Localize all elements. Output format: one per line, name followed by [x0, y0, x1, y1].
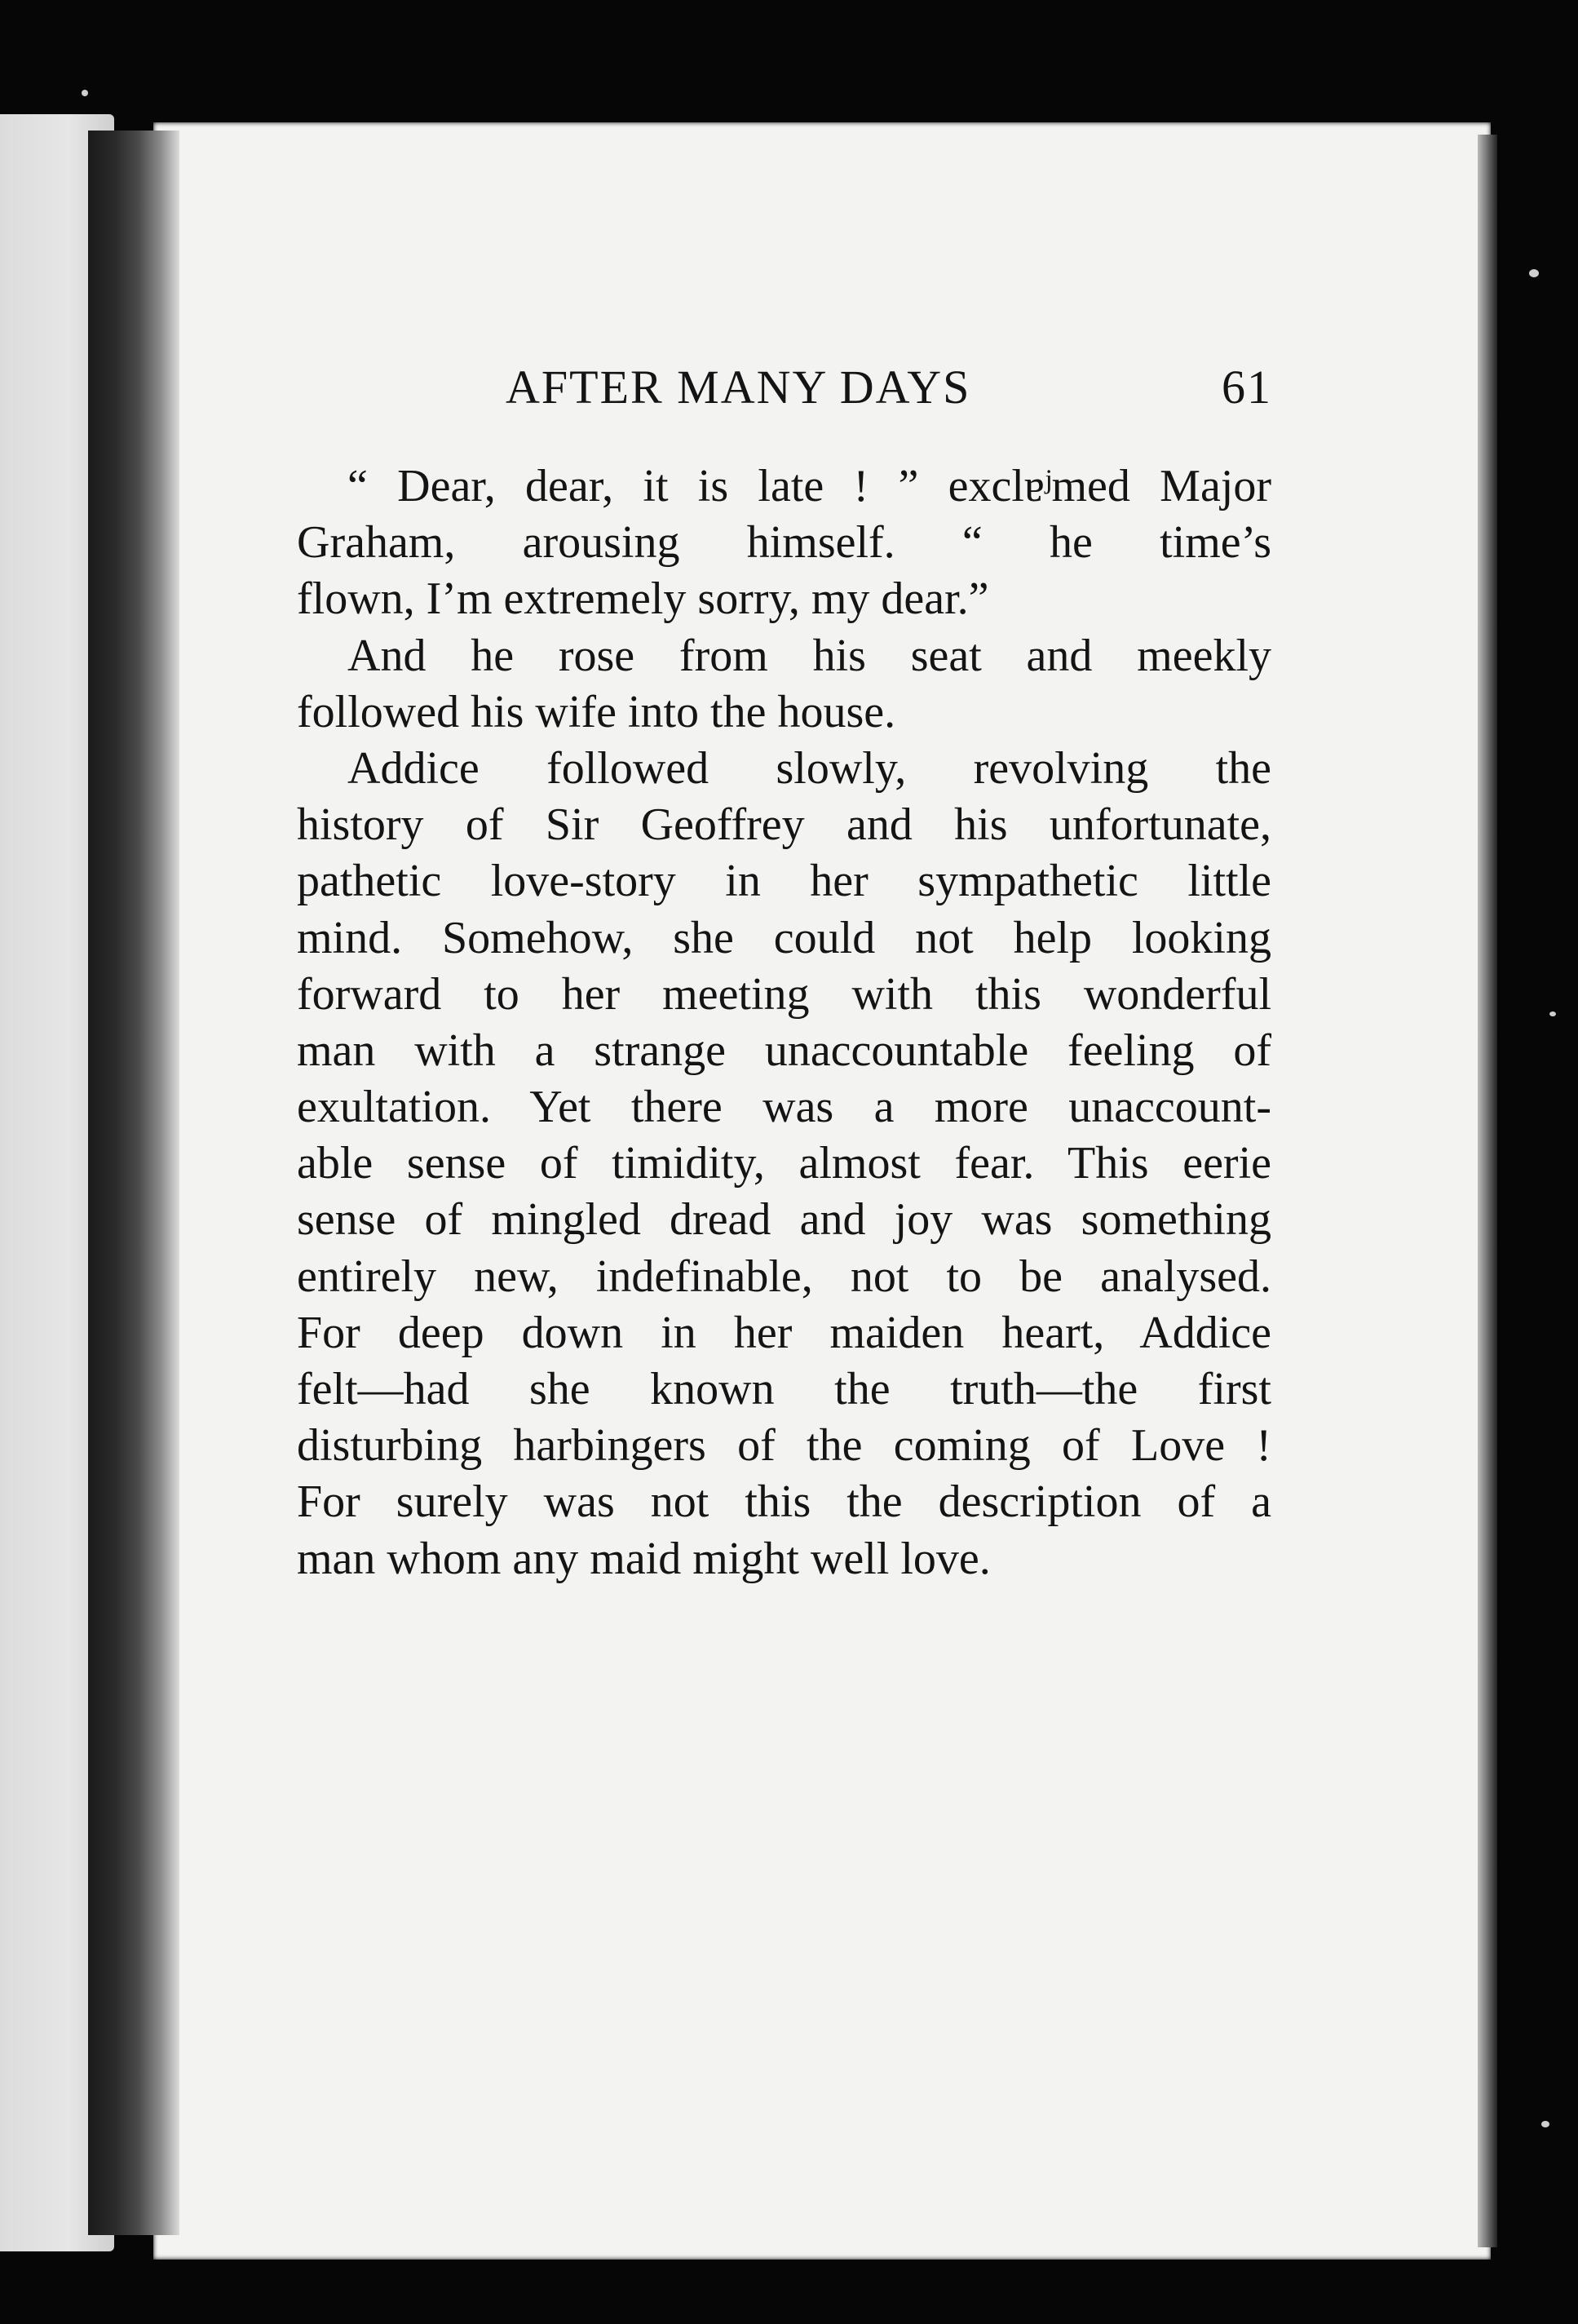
text-line: Graham, arousing himself. “ he time’s: [297, 517, 1271, 569]
text-line: pathetic love-story in her sympathetic little: [297, 856, 1271, 907]
text-line: felt—had she known the truth—the first: [297, 1364, 1271, 1414]
text-line: flown, I’m extremely sorry, my dear.”: [297, 573, 989, 625]
text-line: disturbing harbingers of the coming of Love !: [297, 1420, 1271, 1472]
text-line: followed his wife into the house.: [297, 686, 896, 737]
text-line: man whom any maid might well love.: [297, 1533, 991, 1584]
text-line: man with a strange unaccountable feeling of: [297, 1025, 1271, 1076]
dust-speck: [1549, 1011, 1556, 1016]
text-line: forward to her meeting with this wonderful: [297, 968, 1271, 1020]
text-line: Addice followed slowly, revolving the: [347, 742, 1271, 794]
body-text: [297, 458, 1271, 1587]
text-line: mind. Somehow, she could not help looking: [297, 912, 1271, 963]
text-line: entirely new, indefinable, not to be analysed.: [297, 1251, 1271, 1302]
text-line: “ Dear, dear, it is late ! ” exclɐʲmed Major: [347, 461, 1271, 511]
text-line: able sense of timidity, almost fear. This eerie: [297, 1138, 1271, 1189]
paragraph: [297, 458, 1271, 628]
gutter-shadow: [88, 131, 179, 2235]
page-number: 61: [1222, 361, 1272, 414]
text-line: sense of mingled dread and joy was something: [297, 1194, 1271, 1246]
dust-speck: [1541, 2121, 1549, 2127]
dust-speck: [1529, 269, 1539, 277]
text-line: exultation. Yet there was a more unaccount-: [297, 1082, 1271, 1133]
text-line: For deep down in her maiden heart, Addice: [297, 1307, 1271, 1358]
text-line: And he rose from his seat and meekly: [347, 630, 1271, 681]
running-title: AFTER MANY DAYS: [506, 361, 971, 414]
text-line: For surely was not this the description of a: [297, 1476, 1271, 1528]
paragraph: [297, 628, 1271, 741]
paragraph: [297, 741, 1271, 1587]
text-line: history of Sir Geoffrey and his unfortunate,: [297, 799, 1271, 851]
dust-speck: [82, 90, 88, 96]
page-header: [506, 359, 1272, 416]
page-edge-shadow: [1478, 135, 1497, 2247]
